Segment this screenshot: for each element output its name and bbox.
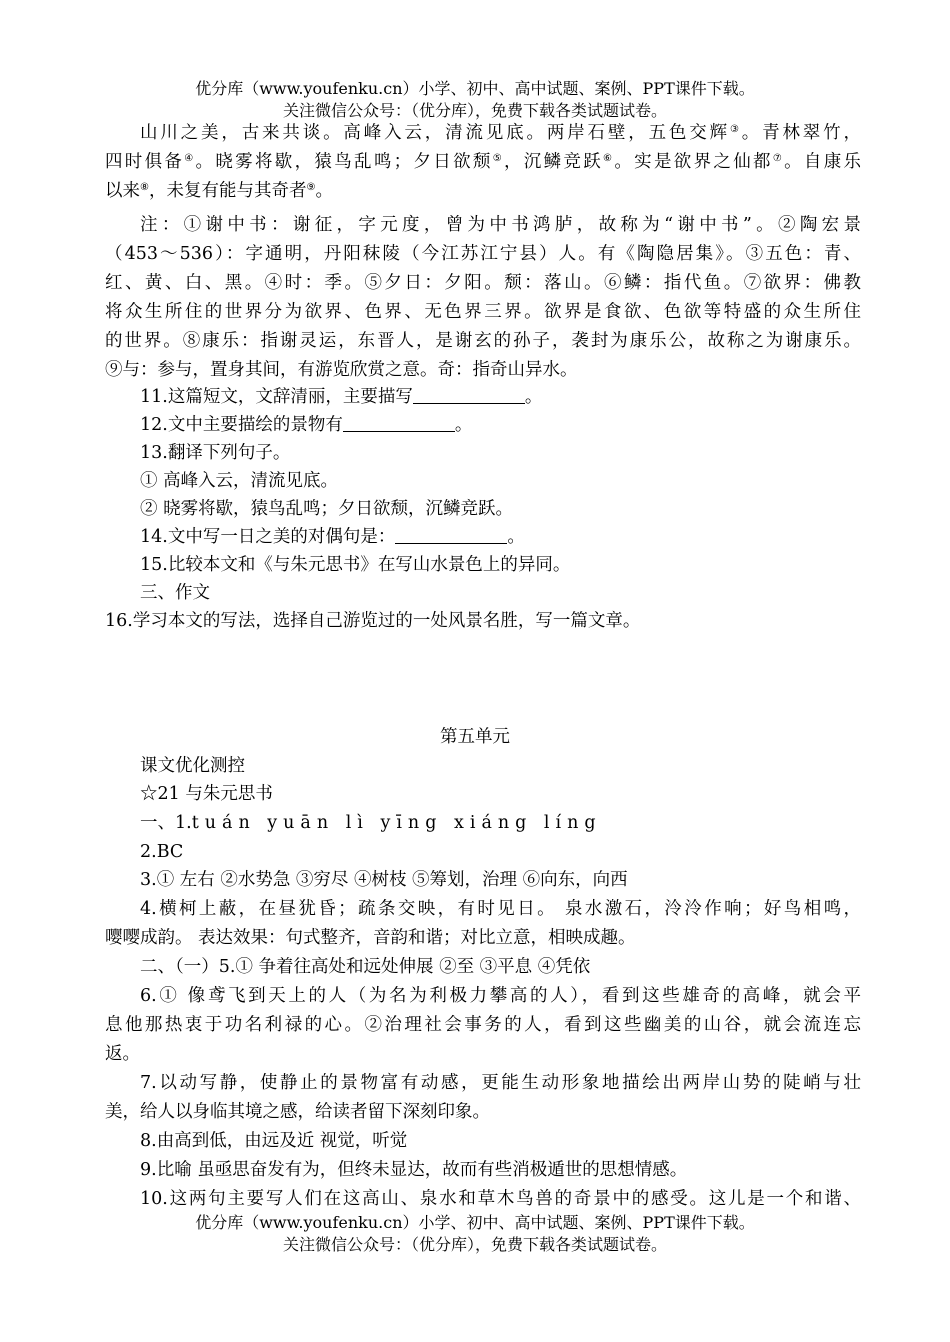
note-line: 注：①谢中书：谢征，字元度，曾为中书鸿胪，故称为“谢中书”。②陶宏景: [140, 215, 861, 235]
passage-line-3: 以来⑧，未复有能与其奇者⑨。: [105, 181, 333, 201]
answer-1: 一、1.tuán yuān lì yīng xiáng líng: [140, 813, 602, 833]
answer-6-line: 息他那热衷于功名利禄的心。②治理社会事务的人，看到这些幽美的山谷，就会流连忘: [105, 1015, 861, 1035]
header-line-1: 优分库（www.youfenku.cn）小学、初中、高中试题、案例、PPT课件下载。: [195, 79, 755, 98]
answer-7-line: 美，给人以身临其境之感，给读者留下深刻印象。: [105, 1102, 490, 1122]
section-composition: 三、作文: [140, 583, 210, 603]
question-13-item-1: ① 高峰入云，清流见底。: [140, 471, 339, 491]
question-13: 13.翻译下列句子。: [140, 443, 291, 463]
answer-5: 二、（一）5.① 争着往高处和远处伸展 ②至 ③平息 ④凭依: [140, 957, 591, 977]
note-line: ⑨与：参与，置身其间，有游览欣赏之意。奇：指奇山异水。: [105, 360, 578, 380]
question-15: 15.比较本文和《与朱元思书》在写山水景色上的异同。: [140, 555, 571, 575]
answer-blank[interactable]: [413, 385, 525, 404]
answer-blank[interactable]: [395, 525, 507, 544]
answer-7-line: 7.以动写静，使静止的景物富有动感，更能生动形象地描绘出两岸山势的陡峭与壮: [140, 1073, 861, 1093]
answer-4-line: 4.横柯上蔽，在昼犹昏；疏条交映，有时见日。 泉水激石，泠泠作响；好鸟相鸣，: [140, 899, 861, 919]
question-14: 14.文中写一日之美的对偶句是： 。: [140, 527, 525, 547]
answer-6-line: 返。: [105, 1044, 140, 1064]
answer-10-line: 10.这两句主要写人们在这高山、泉水和草木鸟兽的奇景中的感受。这儿是一个和谐、: [140, 1189, 861, 1209]
answer-6-line: 6.① 像鸢飞到天上的人（为名为利极力攀高的人），看到这些雄奇的高峰，就会平: [140, 986, 861, 1006]
passage-line-2: 四时俱备④。晓雾将歇，猿鸟乱鸣；夕日欲颓⑤，沉鳞竞跃⑥。实是欲界之仙都⑦。自康乐: [105, 152, 862, 172]
question-13-item-2: ② 晓雾将歇，猿鸟乱鸣；夕日欲颓，沉鳞竞跃。: [140, 499, 514, 519]
answer-blank[interactable]: [343, 413, 455, 432]
answer-9: 9.比喻 虽亟思奋发有为，但终未显达，故而有些消极遁世的思想情感。: [140, 1160, 688, 1180]
footer-line-2: 关注微信公众号：（优分库），免费下载各类试题试卷。: [282, 1235, 667, 1254]
unit-title: 第五单元: [440, 727, 510, 747]
question-12: 12.文中主要描绘的景物有 。: [140, 415, 473, 435]
answer-2: 2.BC: [140, 842, 184, 862]
note-line: （453～536）：字通明，丹阳秣陵（今江苏江宁县）人。有《陶隐居集》。③五色：青、: [105, 244, 861, 264]
footer-line-1: 优分库（www.youfenku.cn）小学、初中、高中试题、案例、PPT课件下载。: [195, 1213, 755, 1232]
answer-8: 8.由高到低，由远及近 视觉，听觉: [140, 1131, 408, 1151]
answer-3: 3.① 左右 ②水势急 ③穷尽 ④树枝 ⑤筹划，治理 ⑥向东，向西: [140, 870, 628, 890]
lesson-title: ☆21 与朱元思书: [140, 784, 273, 804]
header-line-2: 关注微信公众号：（优分库），免费下载各类试题试卷。: [282, 101, 667, 120]
note-line: 红、黄、白、黑。④时：季。⑤夕日：夕阳。颓：落山。⑥鳞：指代鱼。⑦欲界：佛教: [105, 273, 861, 293]
question-16: 16.学习本文的写法，选择自己游览过的一处风景名胜，写一篇文章。: [105, 611, 641, 631]
note-line: 的世界。⑧康乐：指谢灵运，东晋人，是谢玄的孙子，袭封为康乐公，故称之为谢康乐。: [105, 331, 861, 351]
answers-subtitle: 课文优化测控: [140, 756, 245, 776]
note-line: 将众生所住的世界分为欲界、色界、无色界三界。欲界是食欲、色欲等特盛的众生所住: [105, 302, 861, 322]
answer-4-line: 嘤嘤成韵。 表达效果：句式整齐，音韵和谐；对比立意，相映成趣。: [105, 928, 636, 948]
passage-line-1: 山川之美，古来共谈。高峰入云，清流见底。两岸石壁，五色交辉③。青林翠竹，: [140, 123, 861, 143]
question-11: 11.这篇短文，文辞清丽，主要描写 。: [140, 387, 543, 407]
